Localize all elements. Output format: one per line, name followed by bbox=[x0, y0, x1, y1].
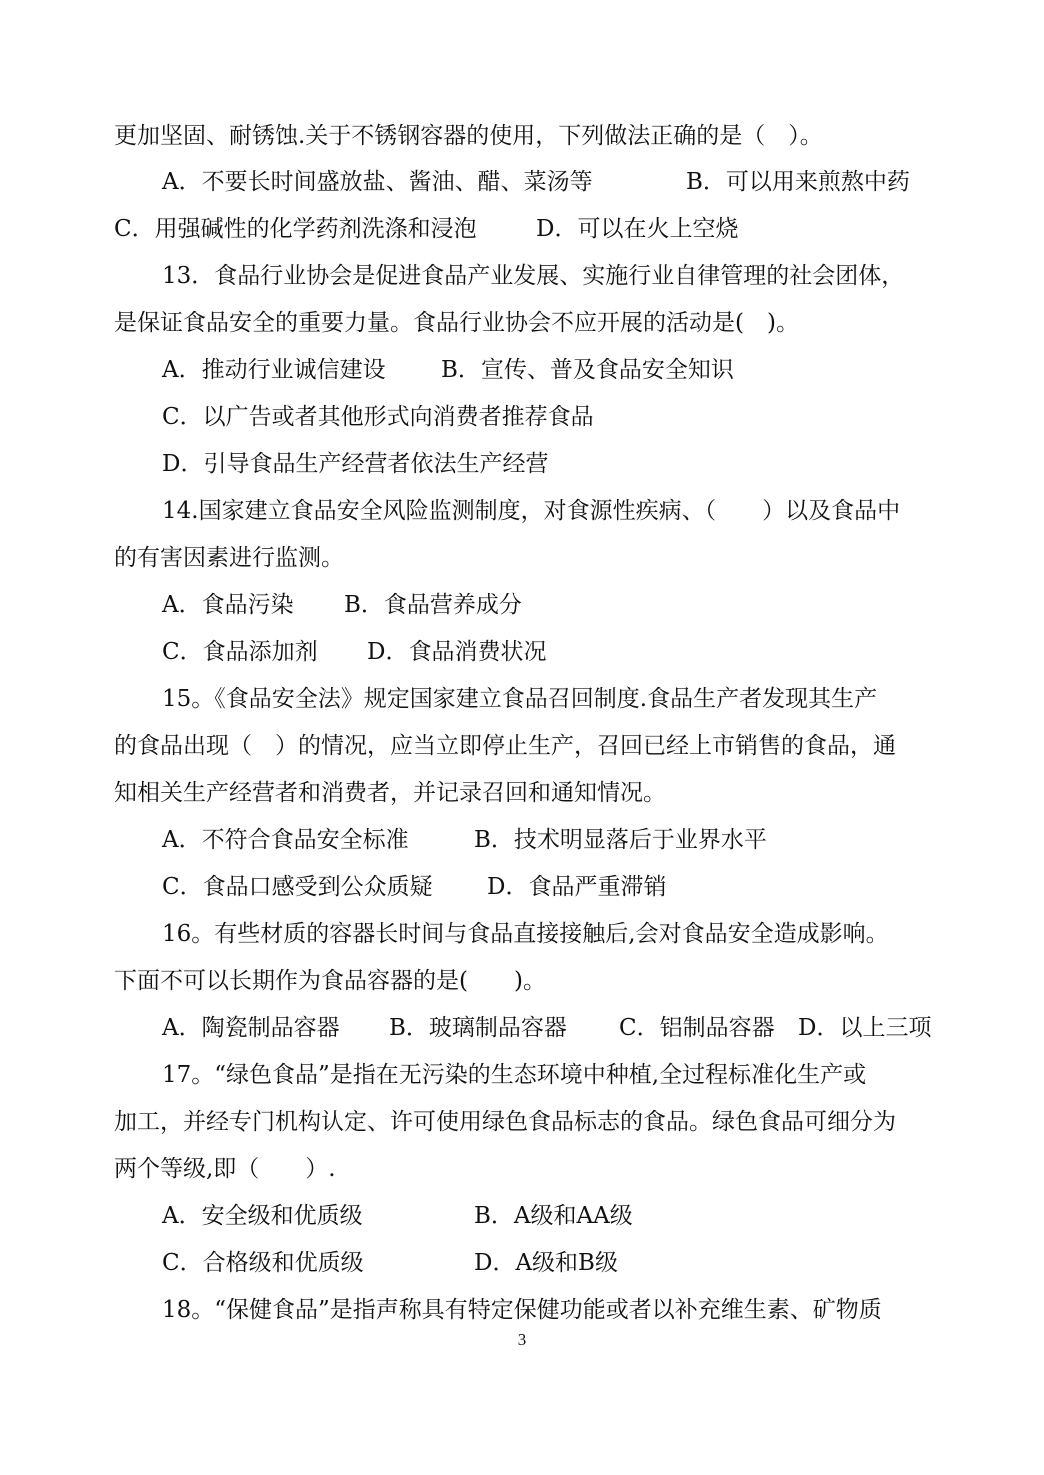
question-15-continued bbox=[0, 726, 1044, 766]
option-d: D．食品消费状况 bbox=[367, 639, 547, 665]
question-text: 知相关生产经营者和消费者，并记录召回和通知情况。 bbox=[114, 780, 666, 806]
option-a: A．食品污染 bbox=[162, 592, 294, 618]
option-b: B．宣传、普及食品安全知识 bbox=[441, 357, 734, 383]
option-a: A．不要长时间盛放盐、酱油、醋、菜汤等 bbox=[162, 169, 593, 195]
option-line bbox=[0, 632, 1044, 672]
option-b: B．技术明显落后于业界水平 bbox=[474, 827, 767, 853]
question-text: 的有害因素进行监测。 bbox=[114, 545, 344, 571]
option-line bbox=[0, 867, 1044, 907]
question-17-continued bbox=[0, 1102, 1044, 1142]
question-text: 两个等级,即（ ）. bbox=[114, 1156, 336, 1182]
option-line bbox=[0, 162, 1044, 202]
option-b: B．A级和AA级 bbox=[474, 1203, 633, 1229]
question-13 bbox=[0, 256, 1044, 296]
question-16-continued bbox=[0, 961, 1044, 1001]
question-14-continued bbox=[0, 538, 1044, 578]
option-line bbox=[0, 1243, 1044, 1283]
question-13-continued bbox=[0, 303, 1044, 343]
question-text: 13．食品行业协会是促进食品产业发展、实施行业自律管理的社会团体， bbox=[162, 263, 905, 289]
question-16 bbox=[0, 914, 1044, 954]
option-c: C．以广告或者其他形式向消费者推荐食品 bbox=[162, 404, 594, 430]
question-15-continued bbox=[0, 773, 1044, 813]
option-line bbox=[0, 820, 1044, 860]
question-text: 14.国家建立食品安全风险监测制度，对食源性疾病、（ ）以及食品中 bbox=[162, 498, 901, 524]
page-number: 3 bbox=[517, 1330, 527, 1349]
option-a: A．安全级和优质级 bbox=[162, 1203, 363, 1229]
question-17 bbox=[0, 1055, 1044, 1095]
option-line bbox=[0, 397, 1044, 437]
question-text: 加工，并经专门机构认定、许可使用绿色食品标志的食品。绿色食品可细分为 bbox=[114, 1109, 896, 1135]
option-line bbox=[0, 1196, 1044, 1236]
question-18 bbox=[0, 1290, 1044, 1330]
text-line bbox=[0, 116, 1044, 156]
question-text: 下面不可以长期作为食品容器的是( )。 bbox=[114, 968, 546, 994]
option-c: C．铝制品容器 bbox=[619, 1015, 775, 1041]
option-c: C．食品添加剂 bbox=[162, 639, 318, 665]
option-d: D．食品严重滞销 bbox=[487, 874, 667, 900]
option-c: C．合格级和优质级 bbox=[162, 1250, 364, 1276]
option-c: C．用强碱性的化学药剂洗涤和浸泡 bbox=[114, 216, 477, 242]
question-text: 17。“绿色食品”是指在无污染的生态环境中种植,全过程标准化生产或 bbox=[162, 1062, 867, 1088]
option-line bbox=[0, 1008, 1044, 1048]
option-c: C．食品口感受到公众质疑 bbox=[162, 874, 433, 900]
option-d: D．以上三项 bbox=[798, 1015, 932, 1041]
option-a: A．推动行业诚信建设 bbox=[162, 357, 386, 383]
text-segment: 更加坚固、耐锈蚀.关于不锈钢容器的使用，下列做法正确的是（ ）。 bbox=[114, 123, 823, 149]
option-d: D．可以在火上空烧 bbox=[536, 216, 739, 242]
question-text: 15。《食品安全法》规定国家建立食品召回制度.食品生产者发现其生产 bbox=[162, 686, 878, 712]
option-b: B．玻璃制品容器 bbox=[389, 1015, 567, 1041]
option-a: A．不符合食品安全标准 bbox=[162, 827, 409, 853]
question-text: 是保证食品安全的重要力量。食品行业协会不应开展的活动是( )。 bbox=[114, 310, 799, 336]
option-line bbox=[0, 350, 1044, 390]
option-line bbox=[0, 209, 1044, 249]
option-line bbox=[0, 444, 1044, 484]
option-a: A．陶瓷制品容器 bbox=[162, 1015, 340, 1041]
option-b: B．可以用来煎熬中药 bbox=[686, 169, 910, 195]
question-text: 18。“保健食品”是指声称具有特定保健功能或者以补充维生素、矿物质 bbox=[162, 1297, 882, 1323]
option-d: D．A级和B级 bbox=[474, 1250, 618, 1276]
question-14 bbox=[0, 491, 1044, 531]
question-text: 16。有些材质的容器长时间与食品直接接触后,会对食品安全造成影响。 bbox=[162, 921, 889, 947]
question-17-continued bbox=[0, 1149, 1044, 1189]
option-d: D．引导食品生产经营者依法生产经营 bbox=[162, 451, 549, 477]
question-text: 的食品出现（ ）的情况，应当立即停止生产，召回已经上市销售的食品，通 bbox=[114, 733, 896, 759]
option-b: B．食品营养成分 bbox=[344, 592, 522, 618]
question-15 bbox=[0, 679, 1044, 719]
option-line bbox=[0, 585, 1044, 625]
